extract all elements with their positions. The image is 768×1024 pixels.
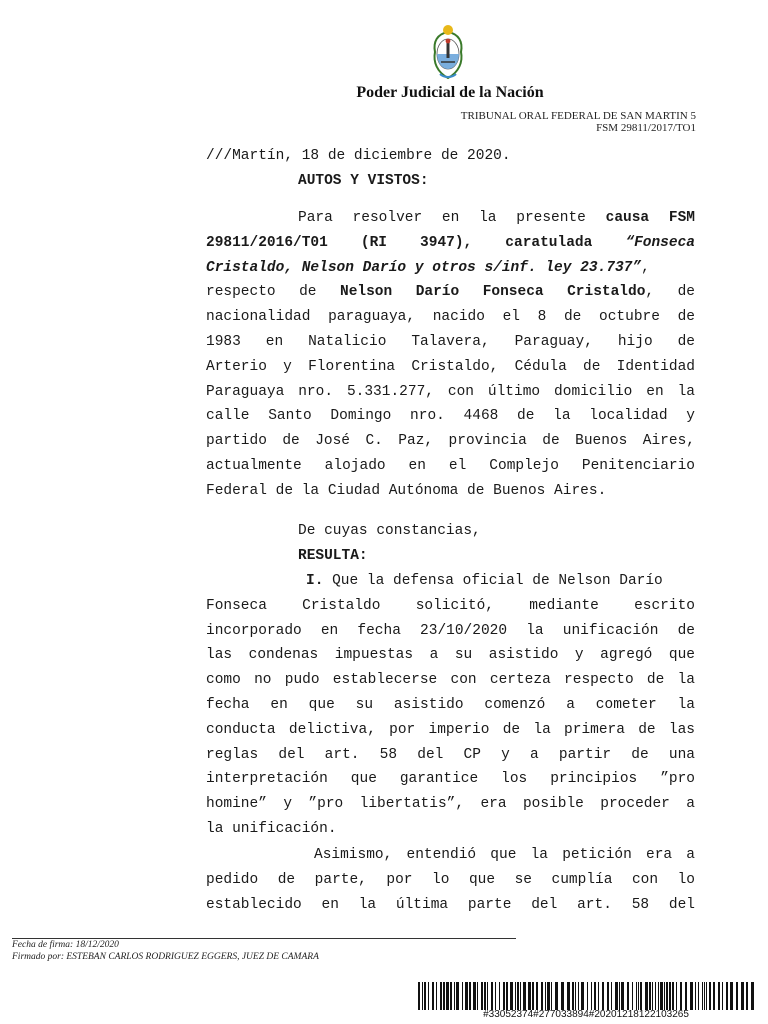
paragraph-asimismo [206,843,695,917]
p1-line: 1983 en Natalicio Talavera, Paraguay, hijo de [206,333,695,350]
item-number: I. [306,573,324,589]
barcode-icon [418,982,754,1010]
p2-line: I. Que la defensa oficial de Nelson Darío [306,573,663,589]
p2-line: Fonseca Cristaldo solicitó, mediante escrito [206,597,695,614]
p1-line: actualmente alojado en el Complejo Penitenciario [206,457,695,474]
date-block [206,144,695,194]
p1-line: Paraguaya nro. 5.331.277, con último domicilio en la [206,383,695,400]
p3-line: establecido en la última parte del art. 58 del [206,896,695,913]
p2-line: conducta delictiva, por imperio de la primera de las [206,721,695,738]
p2-line: las condenas impuestas a su asistido y agregó que [206,647,695,664]
signature-date: Fecha de firma: 18/12/2020 [12,940,119,950]
p2-line: como no pudo establecerse con certeza respecto de la [206,672,695,689]
coat-of-arms-icon [431,22,465,82]
resulta-block [206,519,695,569]
tribunal-name: TRIBUNAL ORAL FEDERAL DE SAN MARTIN 5 [460,110,696,122]
p2-line: incorporado en fecha 23/10/2020 la unificación de [206,622,695,639]
institution-title: Poder Judicial de la Nación [356,84,544,101]
p2-line: homine” y ”pro libertatis”, era posible proceder a [206,796,695,813]
autos-heading: AUTOS Y VISTOS: [298,172,429,189]
p1-line: nacionalidad paraguaya, nacido el 8 de octubre de [206,309,695,326]
date-line: ///Martín, 18 de diciembre de 2020. [206,148,511,164]
p1-line: respecto de Nelson Darío Fonseca Cristaldo, de [206,284,695,301]
p3-line: pedido de parte, por lo que se cumplía con lo [206,871,695,888]
p1-line: calle Santo Domingo nro. 4468 de la localidad y [206,408,695,425]
p1-line: Federal de la Ciudad Autónoma de Buenos Aires. [206,482,607,499]
p2-line: fecha en que su asistido comenzó a cometer la [206,696,695,713]
signed-by: Firmado por: ESTEBAN CARLOS RODRIGUEZ EGGERS, JUEZ DE CAMARA [12,952,319,962]
p2-line: reglas del art. 58 del CP y a partir de una [206,746,695,763]
paragraph-autos [206,206,695,504]
p1-line: Arterio y Florentina Cristaldo, Cédula de Identidad [206,358,695,375]
barcode-number: #33052374#277033894#20201218122103265 [483,1009,689,1020]
p1-line: partido de José C. Paz, provincia de Buenos Aires, [206,433,695,450]
p1-line: Cristaldo, Nelson Darío y otros s/inf. ley 23.737”, [206,259,650,276]
resulta-heading: RESULTA: [298,547,368,564]
p1-line: 29811/2016/T01 (RI 3947), caratulada “Fonseca [206,234,695,251]
paragraph-resulta-i [206,569,695,842]
footer-divider [12,938,516,939]
constancias-line: De cuyas constancias, [298,523,481,539]
p3-line: Asimismo, entendió que la petición era a [314,847,695,863]
p1-line: Para resolver en la presente causa FSM [298,210,695,226]
p2-line: la unificación. [206,820,337,837]
case-number: FSM 29811/2017/TO1 [596,122,696,134]
p2-line: interpretación que garantice los principios ”pro [206,771,695,788]
